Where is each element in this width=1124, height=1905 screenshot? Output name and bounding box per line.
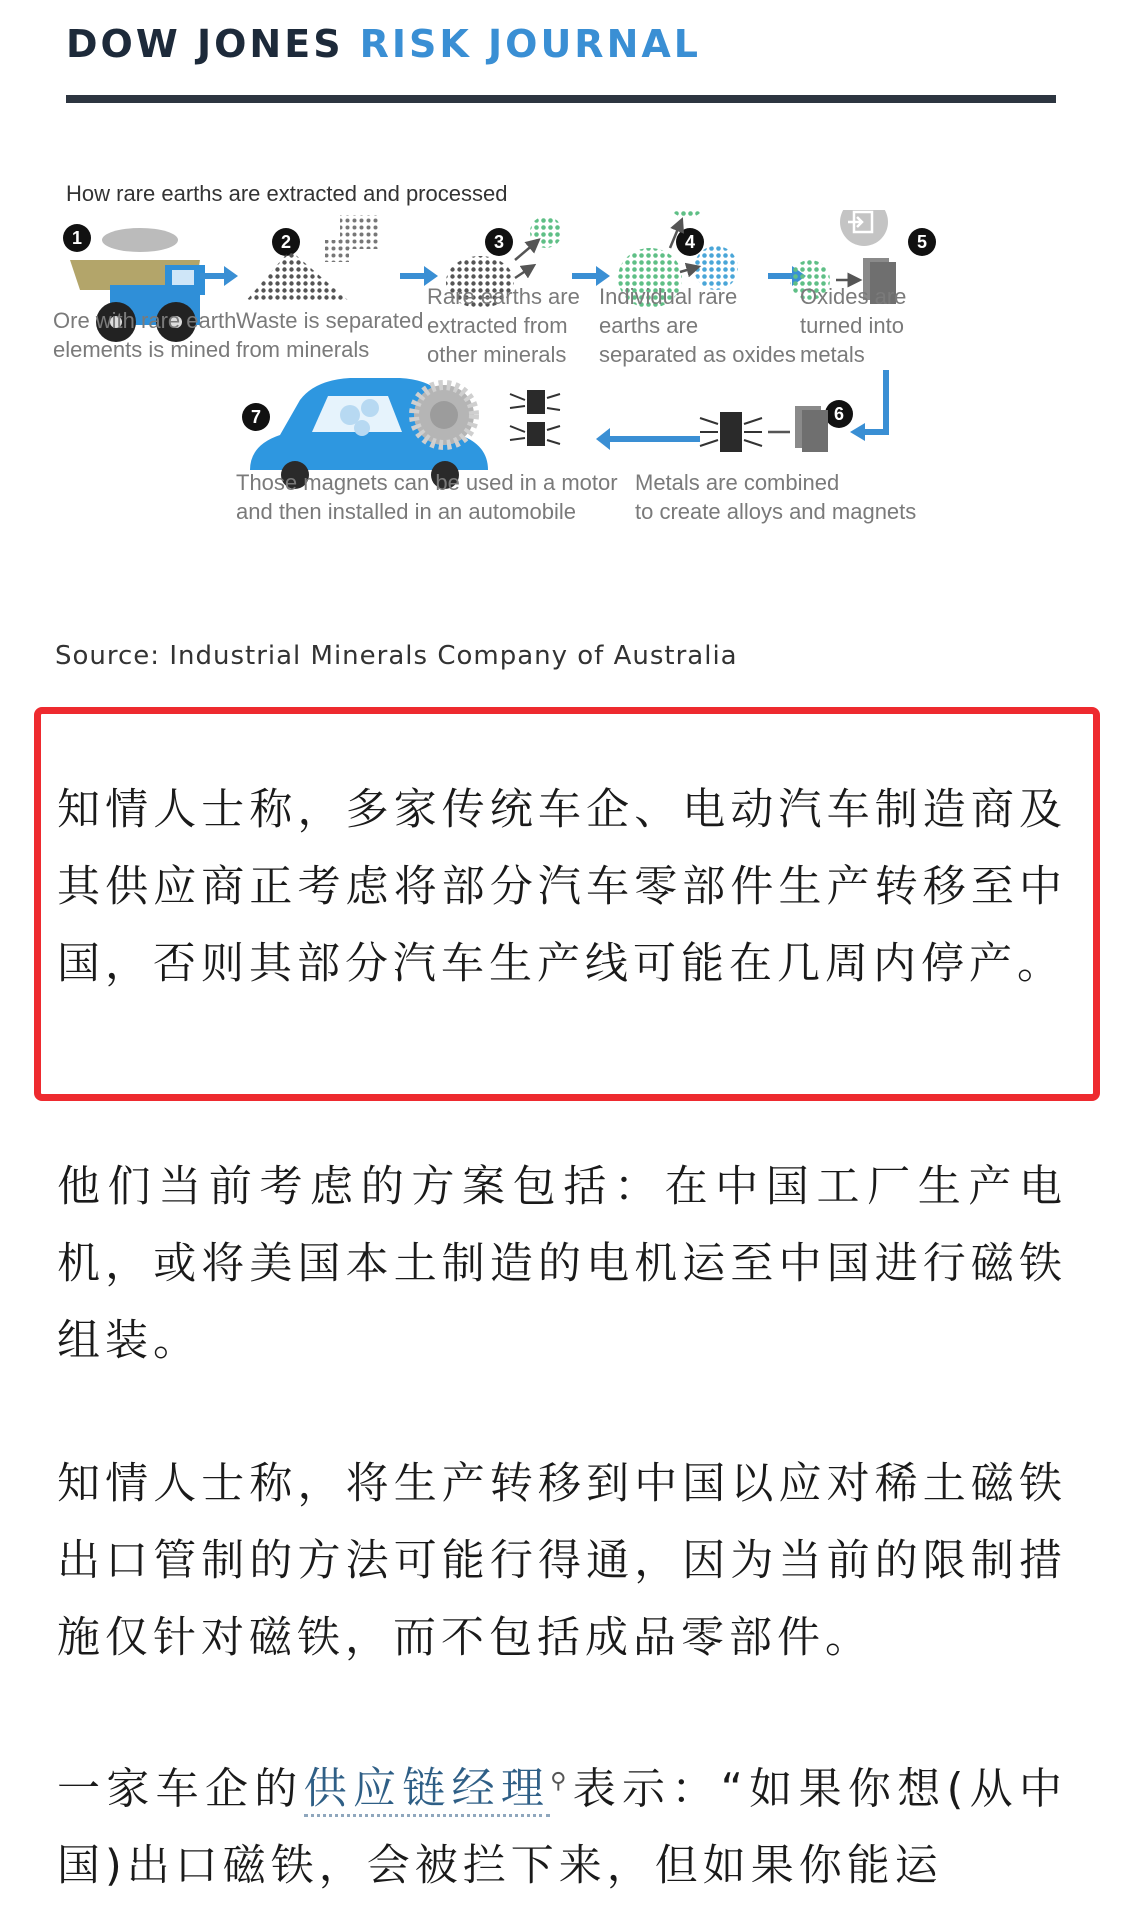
step-caption-3: Rare earths are extracted from other minerals <box>427 284 580 367</box>
step-number-5: 5 <box>916 232 928 252</box>
figure-source: Source: Industrial Minerals Company of Australia <box>55 641 738 671</box>
step-number-4: 4 <box>684 232 696 252</box>
article-paragraph-2: 他们当前考虑的方案包括：在中国工厂生产电机，或将美国本土制造的电机运至中国进行磁铁组装。 <box>57 1162 1067 1366</box>
infographic-drawing <box>50 210 1070 610</box>
article-paragraph-4 <box>57 1743 1067 1905</box>
step-number-3: 3 <box>493 232 505 252</box>
section-name: RISK JOURNAL <box>359 22 701 66</box>
exit-overlay-icon <box>840 210 888 246</box>
figure-title: How rare earths are extracted and processed <box>66 181 508 206</box>
step-number-2: 2 <box>280 232 292 252</box>
step-number-7: 7 <box>250 407 262 427</box>
mineral-pile-icon <box>245 215 380 302</box>
step-number-6: 6 <box>833 404 845 424</box>
highlighted-paragraph: 知情人士称，多家传统车企、电动汽车制造商及其供应商正考虑将部分汽车零部件生产转移至中国，否则其部分汽车生产线可能在几周内停产。 <box>57 785 1067 989</box>
brand-name: DOW JONES <box>66 22 344 66</box>
p4-prefix: 一家车企的 <box>57 1764 304 1815</box>
step-caption-6: Metals are combined to create alloys and magnets <box>635 470 917 524</box>
step-caption-1: Ore with rare earth elements is mined <box>53 308 237 362</box>
magnets-icon <box>510 390 560 446</box>
motor-gear-icon <box>414 385 474 445</box>
step-caption-2: Waste is separated from minerals <box>236 308 424 362</box>
step-caption-4: Individual rare earths are separated as oxides <box>599 284 796 367</box>
p4-suffix: 表示：“如果你想(从中国)出口磁铁，会被拦下来，但如果你能运 <box>57 1764 1067 1892</box>
masthead-rule <box>66 95 1056 103</box>
supply-chain-manager-link[interactable]: 供应链经理 <box>304 1764 551 1817</box>
step-number-1: 1 <box>71 228 83 248</box>
magnet-alloy-icon <box>700 406 828 452</box>
process-infographic <box>50 210 1070 610</box>
article-paragraph-3: 知情人士称，将生产转移到中国以应对稀土磁铁出口管制的方法可能行得通，因为当前的限制措施仅针对磁铁，而不包括成品零部件。 <box>57 1459 1067 1663</box>
masthead <box>66 22 701 66</box>
step-caption-7: Those magnets can be used in a motor and then installed in an automobile <box>236 470 618 524</box>
search-icon[interactable]: ⚲ <box>550 1769 572 1794</box>
step-caption-5: Oxides are turned into metals <box>800 284 907 367</box>
